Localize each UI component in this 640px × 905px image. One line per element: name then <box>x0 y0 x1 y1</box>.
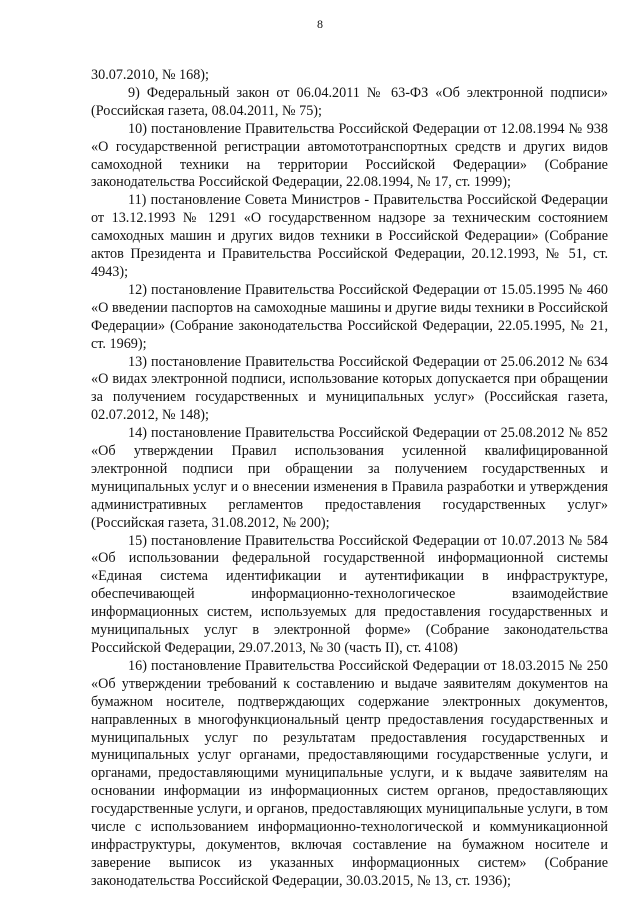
paragraph-item-9: 9) Федеральный закон от 06.04.2011 № 63-ФЗ «Об электронной подписи» (Российская газета, 08.04.2011, № 75); <box>91 84 608 119</box>
page-number: 8 <box>317 17 323 31</box>
paragraph-item-13: 13) постановление Правительства Российской Федерации от 25.06.2012 № 634 «О видах электронной подписи, использование которых допускается при обращении за получением государственных и муниципальных услуг» (Российская газета, 02.07.2012, № 148); <box>91 353 608 424</box>
paragraph-item-12: 12) постановление Правительства Российской Федерации от 15.05.1995 № 460 «О введении паспортов на самоходные машины и другие виды техники в Российской Федерации» (Собрание законодательства Российской Федерации, 22.05.1995, № 21, ст. 1969); <box>91 281 608 352</box>
paragraph-item-15: 15) постановление Правительства Российской Федерации от 10.07.2013 № 584 «Об использовании федеральной государственной информационной системы «Единая система идентификации и аутентификации в инфраструктуре, обеспечивающей информационно-технологическое взаимодействие информационных систем, используемых для предоставления государственных и муниципальных услуг в электронной форме» (Собрание законодательства Российской Федерации, 29.07.2013, № 30 (часть II), ст. 4108) <box>91 532 608 656</box>
paragraph-item-16: 16) постановление Правительства Российской Федерации от 18.03.2015 № 250 «Об утверждении требований к составлению и выдаче заявителям документов на бумажном носителе, подтверждающих содержание электронных документов, направленных в многофункциональный центр предоставления государственных и муниципальных услуг по результатам предоставления государственных и муниципальных услуг органами, предоставляющими государственные услуги, и органами, предоставляющими муниципальные услуги, и к выдаче заявителям на основании информации из информационных систем органов, предоставляющих государственные услуги, и органов, предоставляющих муниципальные услуги, в том числе с использованием информационно-технологической и коммуникационной инфраструктуры, документов, включая составление на бумажном носителе и заверение выписок из указанных информационных систем» (Собрание законодательства Российской Федерации, 30.03.2015, № 13, ст. 1936); <box>91 657 608 889</box>
paragraph-item-10: 10) постановление Правительства Российской Федерации от 12.08.1994 № 938 «О государственной регистрации автомототранспортных средств и других видов самоходной техники на территории Российской Федерации» (Собрание законодательства Российской Федерации, 22.08.1994, № 17, ст. 1999); <box>91 120 608 191</box>
paragraph-item-14: 14) постановление Правительства Российской Федерации от 25.08.2012 № 852 «Об утверждении Правил использования усиленной квалифицированной электронной подписи при обращении за получением государственных и муниципальных услуг и о внесении изменения в Правила разработки и утверждения административных регламентов предоставления государственных услуг» (Российская газета, 31.08.2012, № 200); <box>91 425 608 531</box>
paragraph-continuation: 30.07.2010, № 168); <box>91 67 209 83</box>
paragraph-item-11: 11) постановление Совета Министров - Правительства Российской Федерации от 13.12.1993 № 1291 «О государственном надзоре за техническим состоянием самоходных машин и других видов техники в Российской Федерации» (Собрание актов Президента и Правительства Российской Федерации, 20.12.1993, № 51, ст. 4943); <box>91 192 608 280</box>
document-body <box>91 67 608 891</box>
